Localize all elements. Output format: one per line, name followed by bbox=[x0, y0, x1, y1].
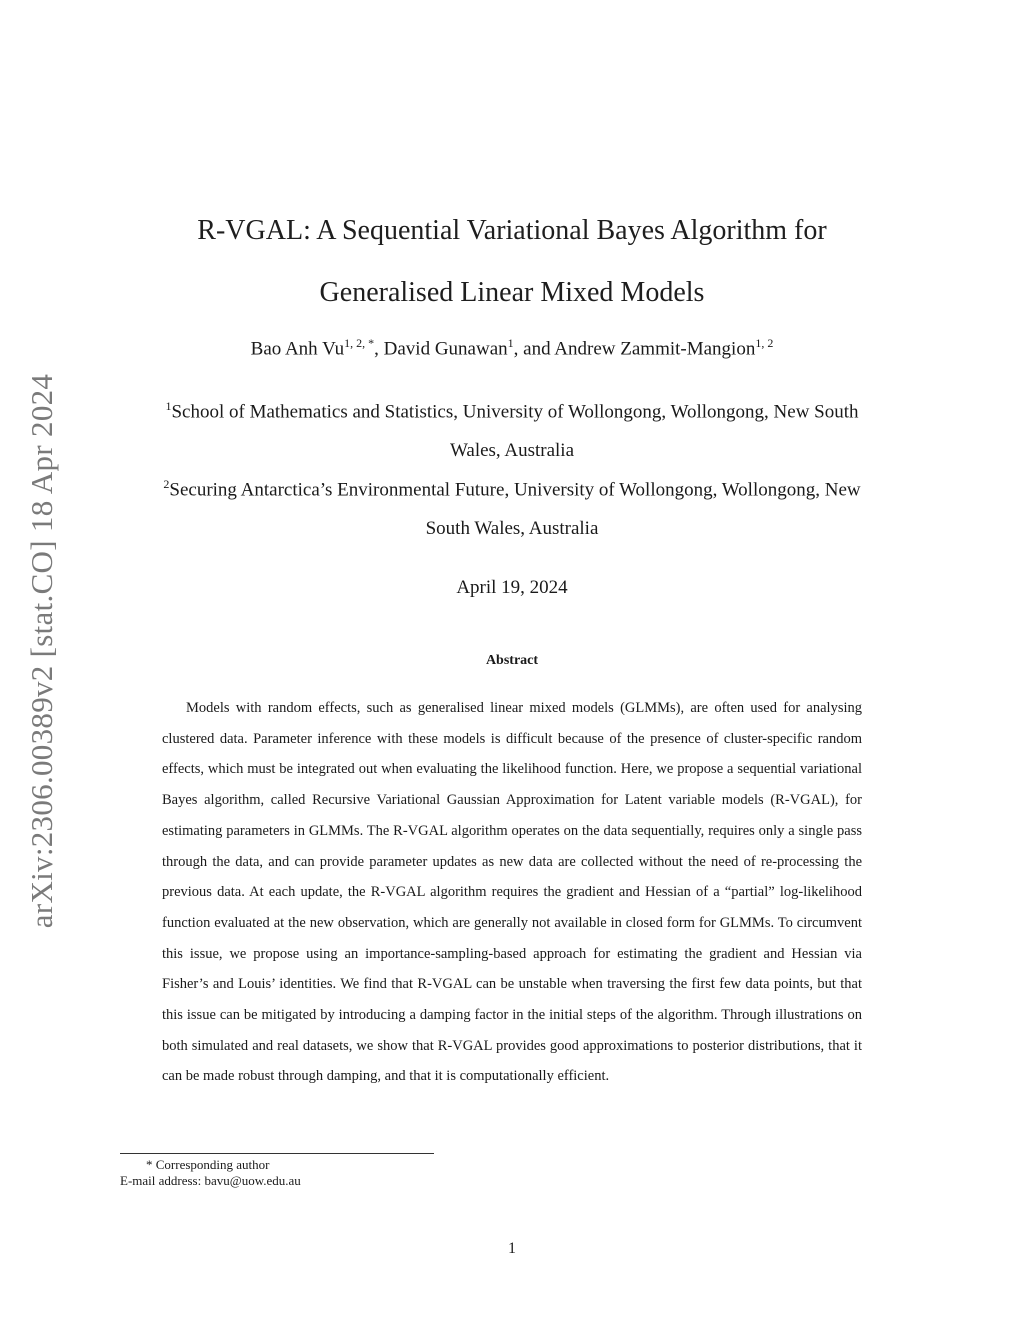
author-separator: , bbox=[374, 338, 384, 360]
abstract-heading: Abstract bbox=[485, 653, 539, 668]
arxiv-identifier-stamp: arXiv:2306.00389v2 [stat.CO] 18 Apr 2024 bbox=[24, 373, 59, 929]
affiliation-1 bbox=[120, 387, 904, 470]
affiliation-mark: 1 bbox=[165, 399, 172, 413]
paper-title bbox=[120, 200, 904, 324]
publication-date: April 19, 2024 bbox=[456, 577, 568, 598]
affiliation-text: Wales, Australia bbox=[449, 440, 575, 462]
affiliation-text: Securing Antarctica’s Environmental Future, University of Wollongong, Wollongong, New bbox=[169, 479, 861, 501]
footnote-corresponding-author: * Corresponding author bbox=[146, 1157, 270, 1172]
page-number: 1 bbox=[508, 1240, 516, 1257]
affiliation-text: School of Mathematics and Statistics, University of Wollongong, Wollongong, New South bbox=[171, 401, 859, 423]
author-affiliation-marks: 1, 2, * bbox=[344, 336, 375, 350]
footnote-divider bbox=[120, 1153, 434, 1154]
author-affiliation-marks: 1 bbox=[507, 336, 514, 350]
author-name: David Gunawan bbox=[383, 338, 508, 360]
author-list bbox=[120, 336, 904, 360]
affiliation-2 bbox=[120, 465, 904, 548]
title-line-1: R-VGAL: A Sequential Variational Bayes Algorithm for bbox=[197, 215, 827, 246]
title-line-2: Generalised Linear Mixed Models bbox=[319, 277, 705, 308]
footnote-email: E-mail address: bavu@uow.edu.au bbox=[120, 1173, 301, 1188]
affiliation-text: South Wales, Australia bbox=[425, 518, 599, 540]
author-separator: , and bbox=[513, 338, 555, 360]
author-name: Bao Anh Vu bbox=[250, 338, 345, 360]
author-name: Andrew Zammit-Mangion bbox=[554, 338, 756, 360]
abstract-body: Models with random effects, such as generalised linear mixed models (GLMMs), are often used for analysing clustered data. Parameter inference with these models is difficult because of the presence of cluster-specific random effects, which must be integrated out when evaluating the likelihood function. Here, we propose a sequential variational Bayes algorithm, called Recursive Variational Gaussian Approximation for Latent variable models (R-VGAL), for estimating parameters in GLMMs. The R-VGAL algorithm operates on the data sequentially, requires only a single pass through the data, and can provide parameter updates as new data are collected without the need of re-processing the previous data. At each update, the R-VGAL algorithm requires the gradient and Hessian of a “partial” log-likelihood function evaluated at the new observation, which are generally not available in closed form for GLMMs. To circumvent this issue, we propose using an importance-sampling-based approach for estimating the gradient and Hessian via Fisher’s and Louis’ identities. We find that R-VGAL can be unstable when traversing the first few data points, but that this issue can be mitigated by introducing a damping factor in the initial steps of the algorithm. Through illustrations on both simulated and real datasets, we show that R-VGAL provides good approximations to posterior distributions, that it can be made robust through damping, and that it is computationally efficient. bbox=[162, 700, 862, 1085]
author-affiliation-marks: 1, 2 bbox=[755, 336, 774, 350]
affiliation-mark: 2 bbox=[163, 477, 170, 491]
